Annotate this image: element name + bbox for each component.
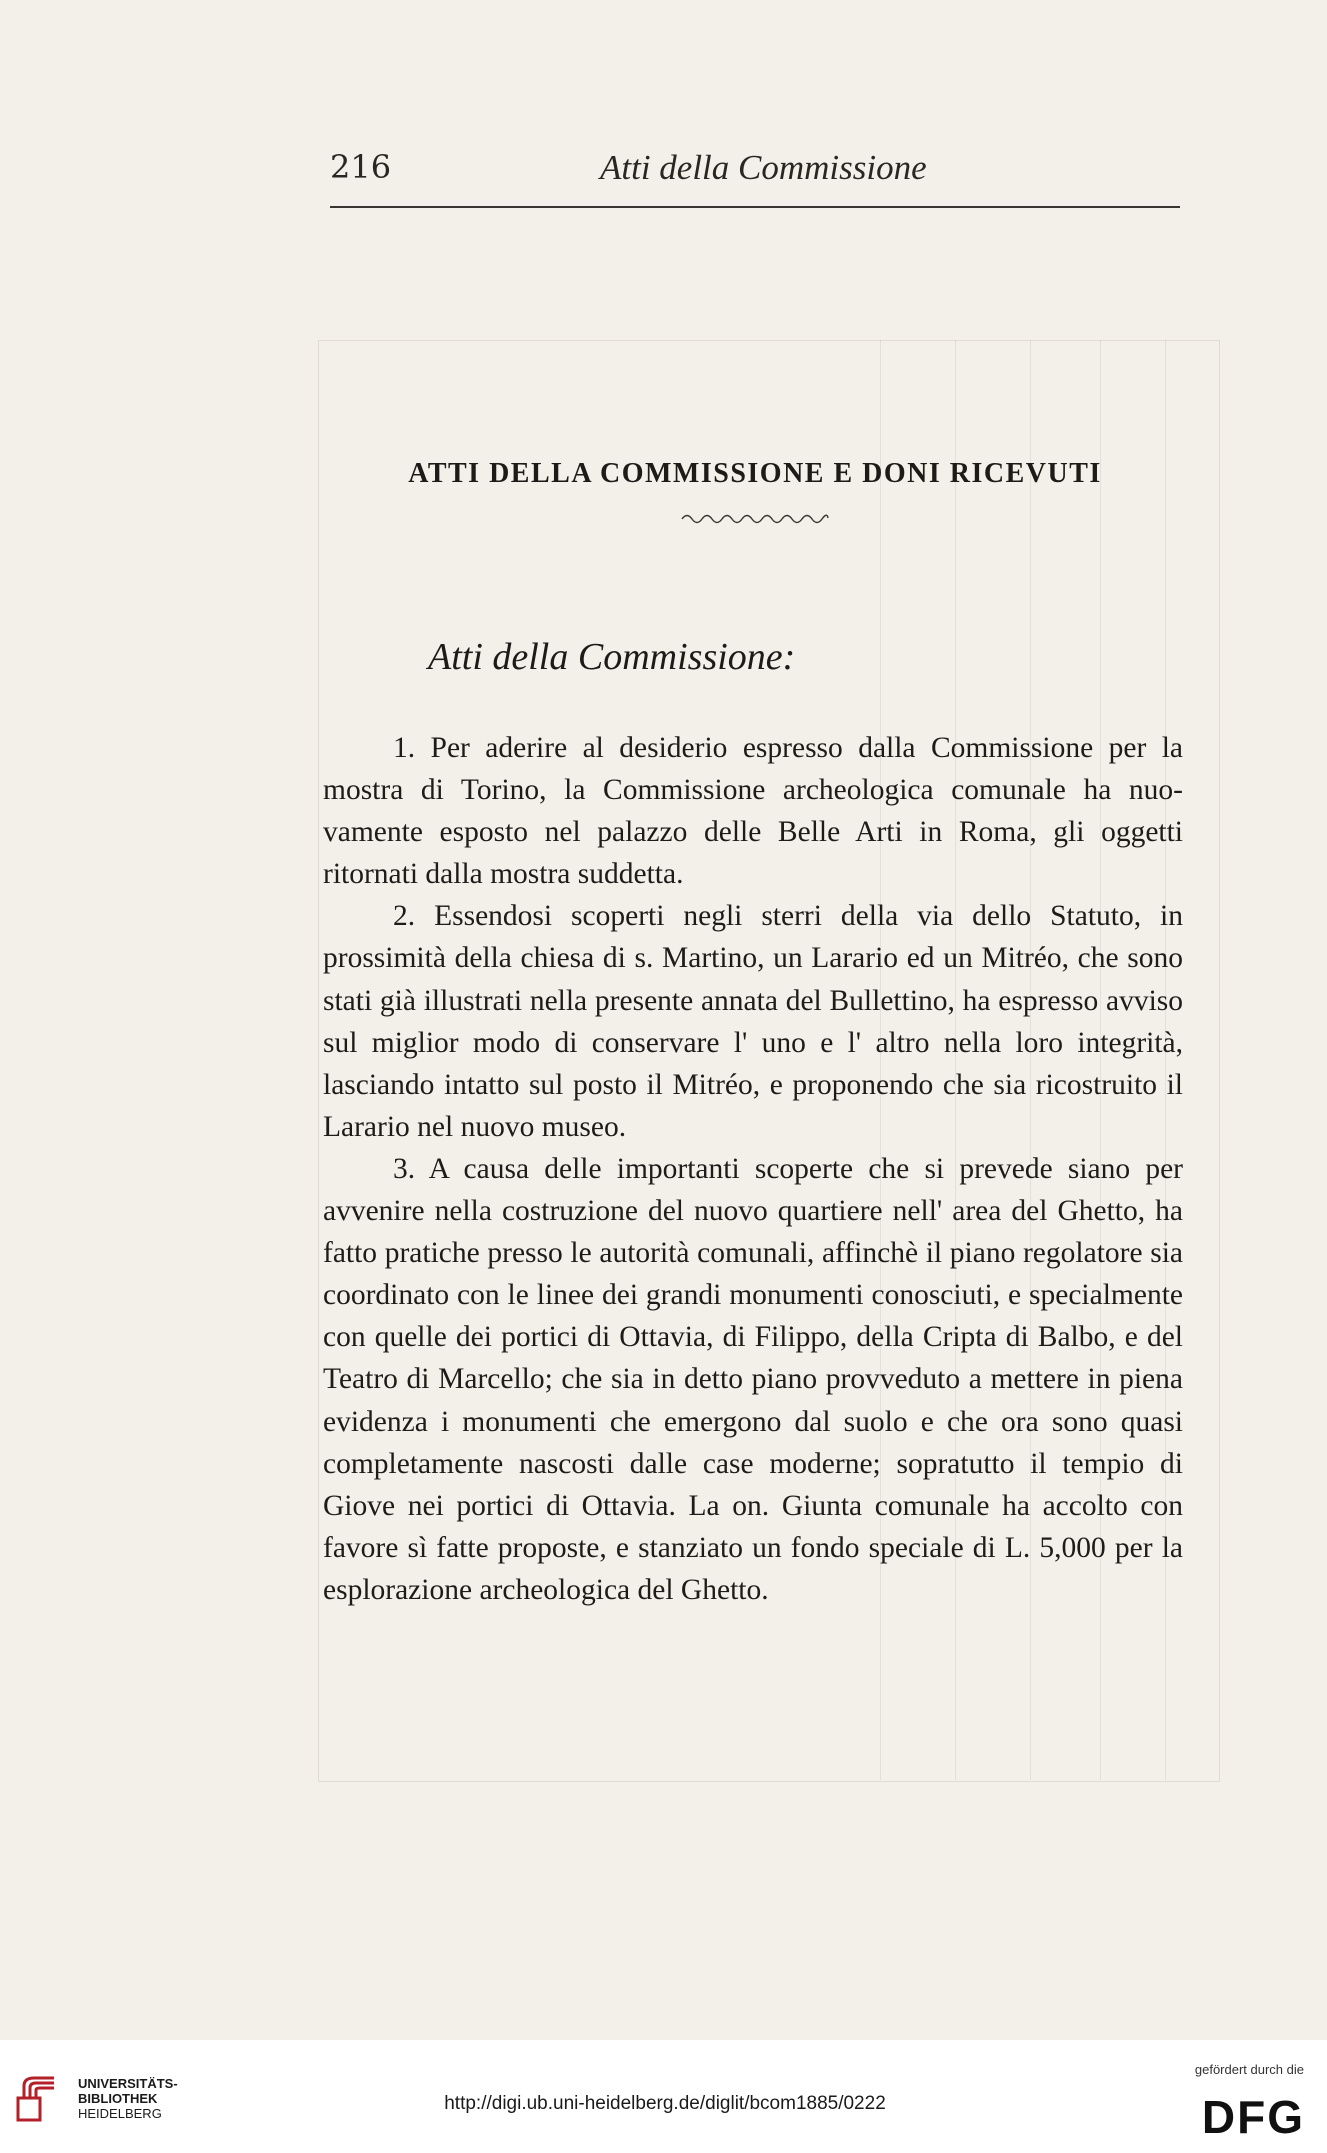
running-head xyxy=(330,148,1180,198)
funding-caption: gefördert durch die xyxy=(1194,2062,1304,2077)
paragraph: 3. A causa delle importanti scoperte che si prevede siano per avvenire nella costruzione del nuovo quartiere nell' area del Ghetto, ha fatto pratiche presso le autorità comunali, affinchè il piano regolatore sia coordinato con le linee dei grandi monumenti conosciuti, e specialmente con quelle dei portici di Ottavia, di Filippo, della Cripta di Balbo, e del Teatro di Marcello; che sia in detto piano provveduto a mettere in piena evidenza i monumenti che emergono dal suolo e che ora sono quasi completamente nascosti dalle case moderne; sopratutto il tempio di Giove nei portici di Ottavia. La on. Giunta comunale ha accolto con favore sì fatte proposte, e stanziato un fondo speciale di L. 5,000 per la esplorazione archeologica del Ghetto. xyxy=(323,1152,1183,1606)
permalink-url[interactable]: http://digi.ub.uni-heidelberg.de/diglit/bcom1885/0222 xyxy=(444,2093,886,2114)
header-rule xyxy=(330,206,1180,208)
subsection-heading: Atti della Commissione: xyxy=(428,636,796,678)
dfg-logo: DFG xyxy=(1201,2091,1305,2143)
paragraph: 1. Per aderire al desiderio espresso dalla Commissione per la mostra di Torino, la Commissione archeologica comunale ha nuovamente esposto nel palazzo delle Belle Arti in Roma, gli oggetti ritornati dalla mostra suddetta. xyxy=(323,732,1183,891)
wavy-rule-ornament-icon xyxy=(680,510,830,524)
library-name xyxy=(78,2076,178,2121)
ub-heidelberg-logo-icon xyxy=(14,2072,70,2128)
page-number: 216 xyxy=(330,148,392,186)
library-name-line: HEIDELBERG xyxy=(78,2106,162,2121)
library-name-line: BIBLIOTHEK xyxy=(78,2091,158,2106)
paragraph: 2. Essendosi scoperti negli sterri della via dello Statuto, in prossimità della chiesa di s. Martino, un Larario ed un Mitréo, che sono stati già illustrati nella presente annata del Bullettino, ha espresso avviso sul miglior modo di conservare l' uno e l' altro nella loro integrità, lasciando intatto sul posto il Mitréo, e proponendo che sia ricostruito il Larario nel nuovo museo. xyxy=(323,900,1183,1143)
library-name-line: UNIVERSITÄTS- xyxy=(78,2076,178,2091)
section-title: ATTI DELLA COMMISSIONE E DONI RICEVUTI xyxy=(408,458,1102,489)
digitization-footer xyxy=(0,2040,1327,2153)
running-title: Atti della Commissione xyxy=(600,148,927,187)
body-text xyxy=(323,727,1183,1611)
